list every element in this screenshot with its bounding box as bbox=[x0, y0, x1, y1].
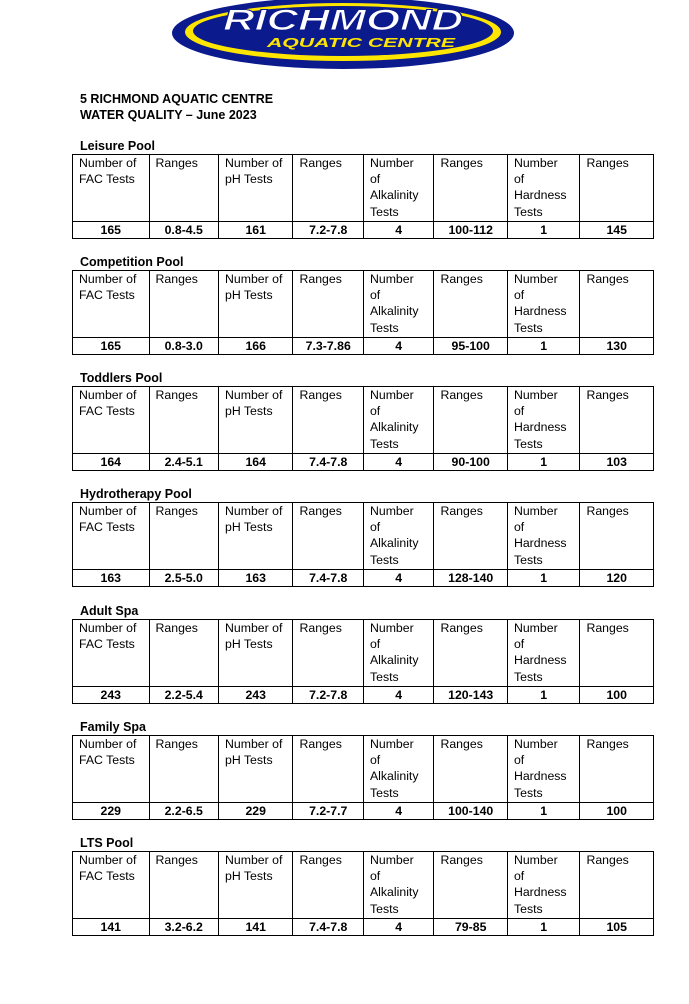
header-row bbox=[73, 155, 654, 222]
header-cell: Ranges bbox=[149, 736, 218, 803]
header-cell: Number of Alkalinity Tests bbox=[363, 387, 433, 454]
value-cell: 7.4-7.8 bbox=[293, 454, 363, 471]
value-cell: 4 bbox=[363, 222, 433, 239]
header-cell: Number of pH Tests bbox=[218, 271, 293, 338]
value-cell: 100-112 bbox=[434, 222, 508, 239]
pool-name: Family Spa bbox=[80, 720, 146, 734]
value-cell: 7.4-7.8 bbox=[293, 919, 363, 936]
header-cell: Number of Hardness Tests bbox=[507, 620, 579, 687]
value-cell: 4 bbox=[363, 803, 433, 820]
value-cell: 7.2-7.7 bbox=[293, 803, 363, 820]
header-cell: Number of pH Tests bbox=[218, 736, 293, 803]
value-cell: 1 bbox=[507, 687, 579, 704]
header-cell: Number of FAC Tests bbox=[73, 503, 150, 570]
header-cell: Number of pH Tests bbox=[218, 387, 293, 454]
header-cell: Ranges bbox=[149, 503, 218, 570]
header-cell: Ranges bbox=[149, 852, 218, 919]
value-cell: 7.4-7.8 bbox=[293, 570, 363, 587]
header-row bbox=[73, 852, 654, 919]
header-cell: Number of pH Tests bbox=[218, 620, 293, 687]
water-quality-table bbox=[72, 502, 654, 587]
header-cell: Ranges bbox=[434, 736, 508, 803]
water-quality-table bbox=[72, 735, 654, 820]
header-cell: Ranges bbox=[434, 503, 508, 570]
value-cell: 1 bbox=[507, 454, 579, 471]
water-quality-table bbox=[72, 619, 654, 704]
logo-wordmark: RICHMOND bbox=[223, 4, 463, 37]
value-cell: 7.2-7.8 bbox=[293, 222, 363, 239]
header-cell: Number of FAC Tests bbox=[73, 736, 150, 803]
value-cell: 2.2-6.5 bbox=[149, 803, 218, 820]
header-cell: Number of pH Tests bbox=[218, 155, 293, 222]
value-cell: 3.2-6.2 bbox=[149, 919, 218, 936]
header-cell: Ranges bbox=[149, 620, 218, 687]
header-cell: Number of FAC Tests bbox=[73, 387, 150, 454]
value-cell: 4 bbox=[363, 919, 433, 936]
header-cell: Number of Alkalinity Tests bbox=[363, 620, 433, 687]
value-cell: 1 bbox=[507, 919, 579, 936]
document-title: 5 RICHMOND AQUATIC CENTRE bbox=[80, 92, 274, 106]
value-cell: 165 bbox=[73, 338, 150, 355]
value-cell: 166 bbox=[218, 338, 293, 355]
header-row bbox=[73, 736, 654, 803]
pool-name: LTS Pool bbox=[80, 836, 134, 850]
value-cell: 229 bbox=[218, 803, 293, 820]
richmond-aquatic-centre-logo bbox=[171, 0, 515, 70]
values-row bbox=[73, 687, 654, 704]
header-cell: Number of Alkalinity Tests bbox=[363, 271, 433, 338]
logo-subtitle: AQUATIC CENTRE bbox=[265, 35, 456, 50]
value-cell: 243 bbox=[73, 687, 150, 704]
header-cell: Number of Alkalinity Tests bbox=[363, 155, 433, 222]
values-row bbox=[73, 570, 654, 587]
water-quality-table bbox=[72, 270, 654, 355]
value-cell: 1 bbox=[507, 338, 579, 355]
water-quality-table bbox=[72, 154, 654, 239]
value-cell: 4 bbox=[363, 454, 433, 471]
header-cell: Ranges bbox=[580, 736, 654, 803]
header-cell: Ranges bbox=[293, 271, 363, 338]
value-cell: 100 bbox=[580, 803, 654, 820]
header-cell: Number of FAC Tests bbox=[73, 271, 150, 338]
values-row bbox=[73, 919, 654, 936]
header-cell: Number of Hardness Tests bbox=[507, 736, 579, 803]
values-row bbox=[73, 338, 654, 355]
header-row bbox=[73, 503, 654, 570]
value-cell: 4 bbox=[363, 338, 433, 355]
value-cell: 0.8-4.5 bbox=[149, 222, 218, 239]
value-cell: 1 bbox=[507, 570, 579, 587]
value-cell: 4 bbox=[363, 687, 433, 704]
header-cell: Number of Alkalinity Tests bbox=[363, 852, 433, 919]
value-cell: 165 bbox=[73, 222, 150, 239]
value-cell: 229 bbox=[73, 803, 150, 820]
value-cell: 120 bbox=[580, 570, 654, 587]
header-cell: Number of FAC Tests bbox=[73, 852, 150, 919]
header-cell: Number of Alkalinity Tests bbox=[363, 503, 433, 570]
value-cell: 7.3-7.86 bbox=[293, 338, 363, 355]
header-cell: Ranges bbox=[293, 736, 363, 803]
value-cell: 2.4-5.1 bbox=[149, 454, 218, 471]
header-cell: Ranges bbox=[293, 620, 363, 687]
value-cell: 161 bbox=[218, 222, 293, 239]
value-cell: 100 bbox=[580, 687, 654, 704]
value-cell: 141 bbox=[73, 919, 150, 936]
pool-name: Hydrotherapy Pool bbox=[80, 487, 192, 501]
header-cell: Number of Hardness Tests bbox=[507, 387, 579, 454]
header-cell: Ranges bbox=[434, 387, 508, 454]
value-cell: 163 bbox=[73, 570, 150, 587]
values-row bbox=[73, 222, 654, 239]
value-cell: 95-100 bbox=[434, 338, 508, 355]
header-cell: Number of pH Tests bbox=[218, 852, 293, 919]
value-cell: 2.5-5.0 bbox=[149, 570, 218, 587]
pool-name: Adult Spa bbox=[80, 604, 139, 618]
value-cell: 145 bbox=[580, 222, 654, 239]
value-cell: 141 bbox=[218, 919, 293, 936]
header-cell: Ranges bbox=[580, 852, 654, 919]
pool-name: Toddlers Pool bbox=[80, 371, 163, 385]
header-row bbox=[73, 620, 654, 687]
header-cell: Number of Hardness Tests bbox=[507, 503, 579, 570]
value-cell: 90-100 bbox=[434, 454, 508, 471]
value-cell: 79-85 bbox=[434, 919, 508, 936]
header-cell: Ranges bbox=[293, 155, 363, 222]
header-cell: Ranges bbox=[580, 620, 654, 687]
header-cell: Ranges bbox=[580, 155, 654, 222]
value-cell: 128-140 bbox=[434, 570, 508, 587]
header-cell: Ranges bbox=[580, 387, 654, 454]
header-cell: Ranges bbox=[434, 620, 508, 687]
header-cell: Number of Hardness Tests bbox=[507, 852, 579, 919]
header-cell: Number of pH Tests bbox=[218, 503, 293, 570]
value-cell: 0.8-3.0 bbox=[149, 338, 218, 355]
header-cell: Number of FAC Tests bbox=[73, 155, 150, 222]
header-cell: Number of Alkalinity Tests bbox=[363, 736, 433, 803]
water-quality-table bbox=[72, 851, 654, 936]
header-cell: Ranges bbox=[149, 271, 218, 338]
header-cell: Ranges bbox=[293, 503, 363, 570]
value-cell: 100-140 bbox=[434, 803, 508, 820]
header-row bbox=[73, 387, 654, 454]
values-row bbox=[73, 803, 654, 820]
header-row bbox=[73, 271, 654, 338]
value-cell: 4 bbox=[363, 570, 433, 587]
value-cell: 1 bbox=[507, 803, 579, 820]
value-cell: 164 bbox=[218, 454, 293, 471]
values-row bbox=[73, 454, 654, 471]
value-cell: 1 bbox=[507, 222, 579, 239]
pool-name: Competition Pool bbox=[80, 255, 184, 269]
header-cell: Number of Hardness Tests bbox=[507, 155, 579, 222]
header-cell: Ranges bbox=[293, 852, 363, 919]
header-cell: Number of FAC Tests bbox=[73, 620, 150, 687]
header-cell: Ranges bbox=[149, 155, 218, 222]
value-cell: 130 bbox=[580, 338, 654, 355]
value-cell: 120-143 bbox=[434, 687, 508, 704]
header-cell: Ranges bbox=[149, 387, 218, 454]
header-cell: Ranges bbox=[434, 852, 508, 919]
header-cell: Ranges bbox=[293, 387, 363, 454]
header-cell: Ranges bbox=[580, 271, 654, 338]
value-cell: 7.2-7.8 bbox=[293, 687, 363, 704]
water-quality-table bbox=[72, 386, 654, 471]
header-cell: Ranges bbox=[434, 271, 508, 338]
header-cell: Number of Hardness Tests bbox=[507, 271, 579, 338]
value-cell: 163 bbox=[218, 570, 293, 587]
pool-name: Leisure Pool bbox=[80, 139, 156, 153]
value-cell: 105 bbox=[580, 919, 654, 936]
value-cell: 103 bbox=[580, 454, 654, 471]
header-cell: Ranges bbox=[580, 503, 654, 570]
value-cell: 164 bbox=[73, 454, 150, 471]
document-subtitle: WATER QUALITY – June 2023 bbox=[80, 108, 257, 122]
value-cell: 243 bbox=[218, 687, 293, 704]
value-cell: 2.2-5.4 bbox=[149, 687, 218, 704]
header-cell: Ranges bbox=[434, 155, 508, 222]
